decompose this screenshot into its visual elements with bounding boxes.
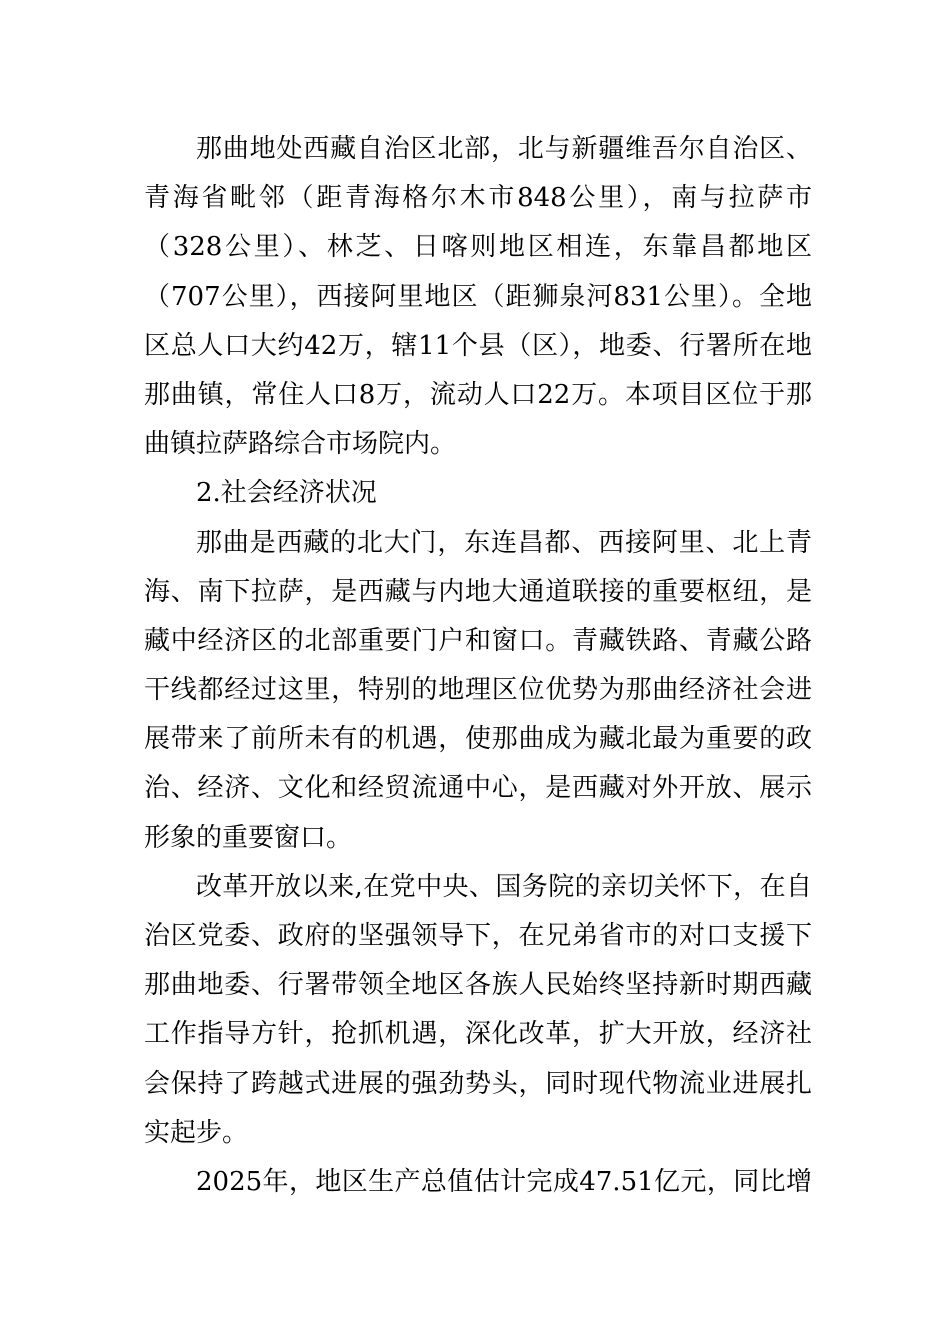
paragraph-location [144, 125, 812, 469]
text-line: 治、经济、文化和经贸流通中心，是西藏对外开放、展示 [144, 773, 812, 804]
text-line: 那曲镇，常住人口8万，流动人口22万。本项目区位于那 [144, 379, 812, 410]
text-line: 区总人口大约42万，辖11个县（区），地委、行署所在地 [144, 330, 812, 361]
text-line: 曲镇拉萨路综合市场院内。 [144, 429, 457, 460]
text-line: 2025年，地区生产总值估计完成47.51亿元，同比增 [196, 1166, 812, 1197]
section-heading: 2.社会经济状况 [196, 478, 377, 509]
paragraph-reform [144, 863, 812, 1158]
text-line: （707公里），西接阿里地区（距狮泉河831公里）。全地 [144, 281, 812, 312]
paragraph-gdp [144, 1158, 812, 1207]
text-line: 工作指导方针，抢抓机遇，深化改革，扩大开放，经济社 [144, 1019, 812, 1050]
text-line: 会保持了跨越式进展的强劲势头，同时现代物流业进展扎 [144, 1068, 812, 1099]
text-line: 青海省毗邻（距青海格尔木市848公里），南与拉萨市 [144, 183, 812, 214]
text-line: 那曲地委、行署带领全地区各族人民始终坚持新时期西藏 [144, 970, 812, 1001]
text-line: 干线都经过这里，特别的地理区位优势为那曲经济社会进 [144, 675, 812, 706]
text-line: 形象的重要窗口。 [144, 822, 353, 853]
text-line: 海、南下拉萨，是西藏与内地大通道联接的重要枢纽，是 [144, 576, 812, 607]
text-line: 改革开放以来,在党中央、国务院的亲切关怀下，在自 [196, 871, 812, 902]
text-line: 藏中经济区的北部重要门户和窗口。青藏铁路、青藏公路 [144, 625, 812, 656]
text-line: 展带来了前所未有的机遇，使那曲成为藏北最为重要的政 [144, 724, 812, 755]
text-line: 那曲是西藏的北大门，东连昌都、西接阿里、北上青 [196, 527, 812, 558]
text-line: （328公里）、林芝、日喀则地区相连，东靠昌都地区 [144, 232, 812, 263]
text-line: 实起步。 [144, 1117, 249, 1148]
text-line: 那曲地处西藏自治区北部，北与新疆维吾尔自治区、 [196, 134, 812, 164]
paragraph-economy [144, 519, 812, 863]
text-line: 治区党委、政府的坚强领导下，在兄弟省市的对口支援下 [144, 921, 812, 951]
body-text [144, 125, 812, 1207]
